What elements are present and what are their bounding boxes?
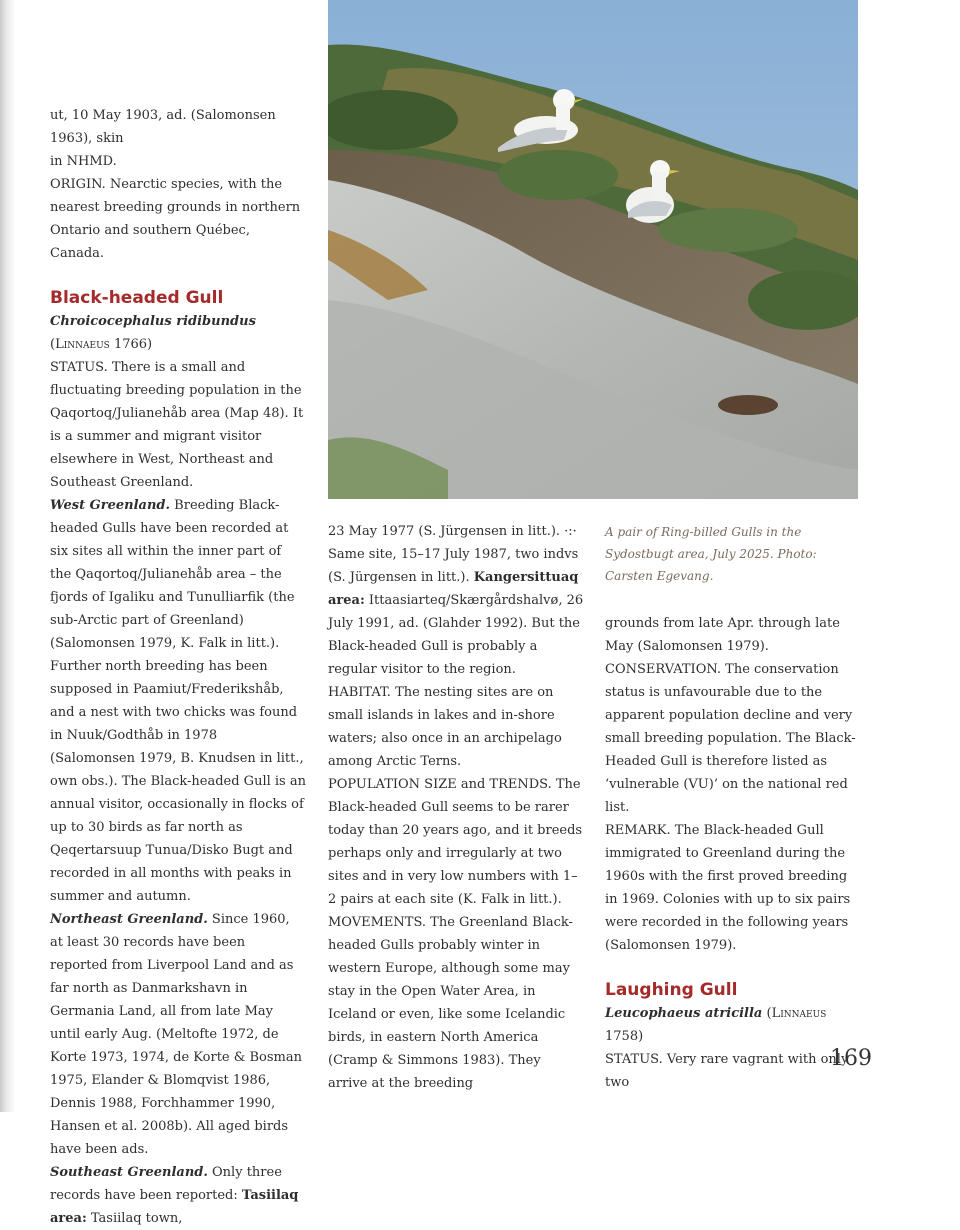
west-greenland-text: Breeding Black-headed Gulls have been recorded at six sites all within the inner part of the Qaqortoq/Julianehåb area – the fjords of Igaliku and Tunulliarfik (the sub-Arctic part of Greenland) (Salomonsen 1979, K. Falk in litt.). Further north breeding has been supposed in Paamiut/Frederikshåb, and a nest with two chicks was found in Nuuk/Godthåb in 1978 (Salomonsen 1979, B. Knudsen in litt., own obs.). The Black-headed Gull is an annual visitor, occasionally in flocks of up to 30 birds as far north as Qeqertarsuup Tunua/Disko Bugt and recorded in all months with peaks in summer and autumn. (50, 498, 306, 904)
species-author-laughing-gull: (Linnaeus 1758) (605, 1006, 827, 1044)
kangersittuaq-area-label: Kangersittuaq area: (328, 570, 579, 608)
region-label-southeast: Southeast Greenland. (50, 1165, 208, 1180)
movements-paragraph: MOVEMENTS. The Greenland Black-headed Gulls probably winter in western Europe, although some may stay in the Open Water Area, in Iceland or even, like some Icelandic birds, in eastern North America (Cramp & Simmons 1983). They arrive at the breeding (328, 915, 573, 1091)
tasiilaq-area-label: Tasiilaq area: (50, 1188, 299, 1226)
page-number: 169 (830, 1046, 872, 1071)
northeast-greenland-paragraph (50, 908, 306, 1161)
records-paragraph (328, 520, 584, 681)
population-paragraph: POPULATION SIZE and TRENDS. The Black-headed Gull seems to be rarer today than 20 years ago, and it breeds perhaps only and irregularly at two sites and in very low numbers with 1–2 pairs at each site (K. Falk in litt.). (328, 777, 583, 907)
origin-paragraph: ORIGIN. Nearctic species, with the nearest breeding grounds in northern Ontario and southern Québec, Canada. (50, 177, 301, 261)
region-label-west: West Greenland. (50, 498, 171, 513)
west-greenland-paragraph (50, 494, 306, 908)
text-column-3 (605, 612, 863, 1094)
species-heading-laughing-gull: Laughing Gull (605, 980, 738, 1000)
status-paragraph-laughing-gull: STATUS. Very rare vagrant with only two (605, 1052, 849, 1090)
species-binomial (50, 310, 306, 356)
grass-tuft (658, 208, 798, 252)
stone (718, 395, 778, 415)
continued-text-line-1: ut, 10 May 1903, ad. (Salomonsen 1963), skin (50, 108, 276, 146)
records-text-2: Ittaasiarteq/Skærgårdshalvø, 26 July 1991, ad. (Glahder 1992). But the Black-headed Gull is probably a regular visitor to the region. (328, 593, 584, 677)
species-author: (Linnaeus 1766) (50, 337, 153, 352)
page-gutter-shadow (0, 0, 14, 1112)
gull-photo (328, 0, 858, 499)
text-column-2 (328, 520, 584, 1095)
remark-paragraph: REMARK. The Black-headed Gull immigrated to Greenland during the 1960s with the first proved breeding in 1969. Colonies with up to six pairs were recorded in the following years (Salomonsen 1979). (605, 823, 851, 953)
grass-tuft (498, 150, 618, 200)
text-column-1 (50, 104, 306, 1230)
movements-continued: grounds from late Apr. through late May (Salomonsen 1979). (605, 616, 840, 654)
conservation-paragraph: CONSERVATION. The conservation status is unfavourable due to the apparent population decline and very small breeding population. The Black-Headed Gull is therefore listed as ‘vulnerable (VU)’ on the national red list. (605, 662, 856, 815)
status-paragraph: STATUS. There is a small and fluctuating breeding population in the Qaqortoq/Julianehåb area (Map 48). It is a summer and migrant visitor elsewhere in West, Northeast and Southeast Greenland. (50, 360, 304, 490)
photo-illustration (328, 0, 858, 499)
southeast-greenland-text: Only three records have been reported: (50, 1165, 282, 1203)
southeast-greenland-paragraph (50, 1161, 306, 1230)
northeast-greenland-text: Since 1960, at least 30 records have been reported from Liverpool Land and as far north as Danmarkshavn in Germania Land, all from late May until early Aug. (Meltofte 1972, de Korte 1973, 1974, de Korte & Bosman 1975, Elander & Blomqvist 1986, Dennis 1988, Forchhammer 1990, Hansen et al. 2008b). All aged birds have been ads. (50, 912, 302, 1157)
habitat-paragraph: HABITAT. The nesting sites are on small islands in lakes and in-shore waters; also once in an archipelago among Arctic Terns. (328, 685, 562, 769)
scientific-name-laughing-gull: Leucophaeus atricilla (605, 1006, 763, 1021)
region-label-northeast: Northeast Greenland. (50, 912, 208, 927)
records-text-1: 23 May 1977 (S. Jürgensen in litt.). ·:· Same site, 15–17 July 1987, two indvs (S. Jürgensen in litt.). (328, 524, 579, 585)
species-binomial-laughing-gull (605, 1002, 863, 1048)
tasiilaq-text: Tasiilaq town, (86, 1211, 183, 1226)
continued-text-line-2: in NHMD. (50, 154, 117, 169)
scientific-name: Chroicocephalus ridibundus (50, 314, 256, 329)
species-heading-black-headed-gull: Black-headed Gull (50, 288, 224, 308)
photo-caption: A pair of Ring-billed Gulls in the Sydostbugt area, July 2025. Photo: Carsten Egevang. (605, 525, 817, 583)
